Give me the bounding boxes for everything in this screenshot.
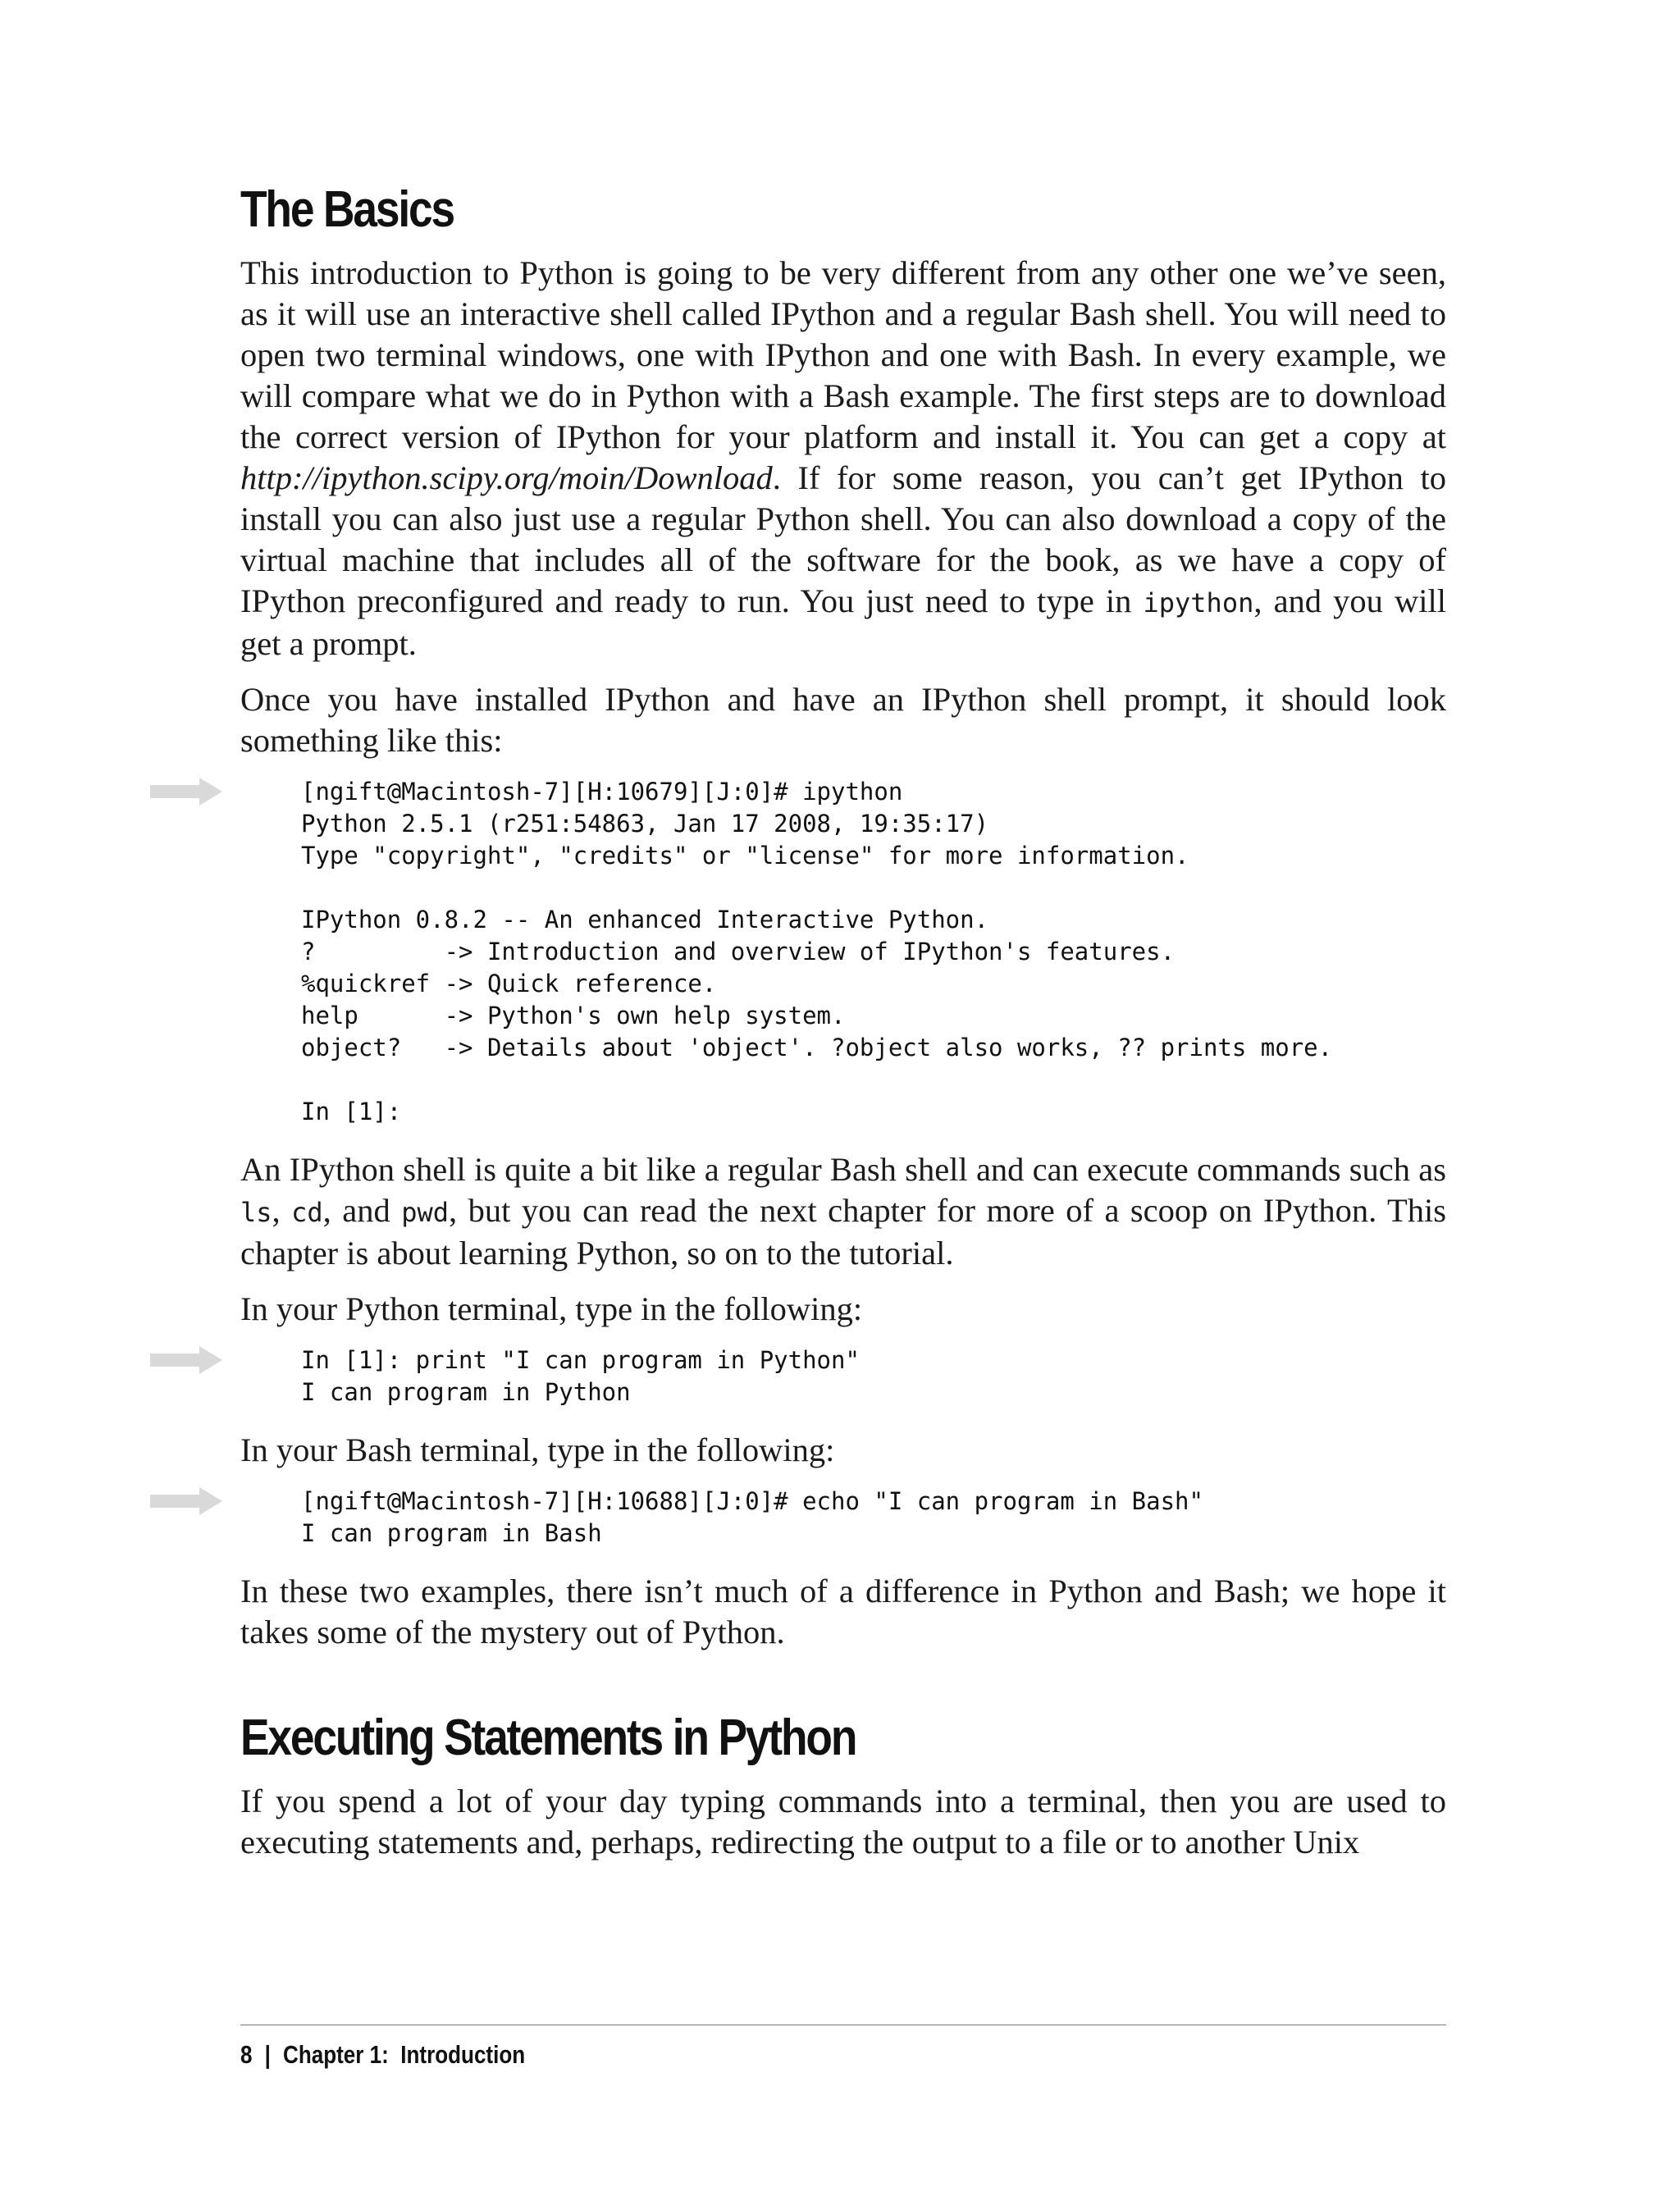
shell-comparison-paragraph — [240, 1149, 1446, 1274]
comparison-summary-paragraph: In these two examples, there isn’t much of a difference in Python and Bash; we hope it takes some of the mystery out of Python. — [240, 1573, 1446, 1650]
bash-terminal-instruction: In your Bash terminal, type in the following: — [240, 1431, 835, 1468]
intro-text-1: This introduction to Python is going to be very different from any other one we’ve seen, as it will use an interactive shell called IPython and a regular Bash shell. You will need to open two terminal windows, one with IPython and one with Bash. In every example, we will compare what we do in Python with a Bash example. The first steps are to download the correct version of IPython for your platform and install it. You can get a copy at — [240, 254, 1446, 455]
code-listing-2: In [1]: print "I can program in Python" I can program in Python — [301, 1346, 860, 1406]
inline-code-ls: ls — [240, 1197, 272, 1228]
code-example-python-print — [240, 1344, 1446, 1408]
shell-text-2: , — [272, 1192, 292, 1229]
page-content — [240, 179, 1446, 1878]
inline-code-cd: cd — [291, 1197, 323, 1228]
python-terminal-instruction: In your Python terminal, type in the following: — [240, 1290, 863, 1327]
chapter-title: Chapter 1: Introduction — [283, 2040, 526, 2069]
footer-separator: | — [264, 2040, 271, 2069]
code-listing-3: [ngift@Macintosh-7][H:10688][J:0]# echo "I can program in Bash" I can program in Bash — [301, 1487, 1203, 1547]
download-link[interactable]: http://ipython.scipy.org/moin/Download — [240, 459, 773, 496]
intro-text-2: . If for some reason, you can’t get IPython to install you can also just use a regular Python shell. You can also download a copy of the virtual machine that includes all of the software for the book, as we have a copy of IPython preconfigured and ready to run. You just need to type in — [240, 459, 1446, 619]
code-example-ipython-startup — [240, 776, 1446, 1128]
shell-text-3: , and — [322, 1192, 402, 1229]
section-heading-executing-statements: Executing Statements in Python — [240, 1710, 856, 1766]
shell-text-1: An IPython shell is quite a bit like a regular Bash shell and can execute commands such as — [240, 1151, 1446, 1188]
inline-code-ipython: ipython — [1143, 587, 1254, 619]
shell-text-4: , but you can read the next chapter for more of a scoop on IPython. This chapter is about learning Python, so on to the tutorial. — [240, 1192, 1446, 1271]
intro-paragraph — [240, 253, 1446, 664]
code-example-arrow-icon — [150, 778, 222, 806]
intro-text-3: , and you will get a prompt. — [240, 582, 1446, 662]
inline-code-pwd: pwd — [401, 1197, 450, 1228]
footer-text — [240, 2040, 1253, 2070]
code-example-arrow-icon — [150, 1346, 222, 1374]
executing-statements-paragraph: If you spend a lot of your day typing commands into a terminal, then you are used to executing statements and, perhaps, redirecting the output to a file or to another Unix — [240, 1783, 1446, 1860]
code-listing-1: [ngift@Macintosh-7][H:10679][J:0]# ipython Python 2.5.1 (r251:54863, Jan 17 2008, 19:35:17) Type "copyright", "credits" or "license" for more information. IPython 0.8.2 -- An enhanced Interactive Python. ? -> Introduction and overview of IPython's features. %quickref -> Quick reference. help -> Python's own help system. object? -> Details about 'object'. ?object also works, ?? prints more. In [1]: — [301, 778, 1333, 1125]
page-number: 8 — [240, 2040, 253, 2069]
code-example-bash-echo — [240, 1486, 1446, 1550]
prompt-paragraph: Once you have installed IPython and have an IPython shell prompt, it should look something like this: — [240, 681, 1446, 759]
page-footer — [240, 2025, 1446, 2070]
code-example-arrow-icon — [150, 1487, 222, 1515]
section-heading-the-basics: The Basics — [240, 181, 454, 238]
